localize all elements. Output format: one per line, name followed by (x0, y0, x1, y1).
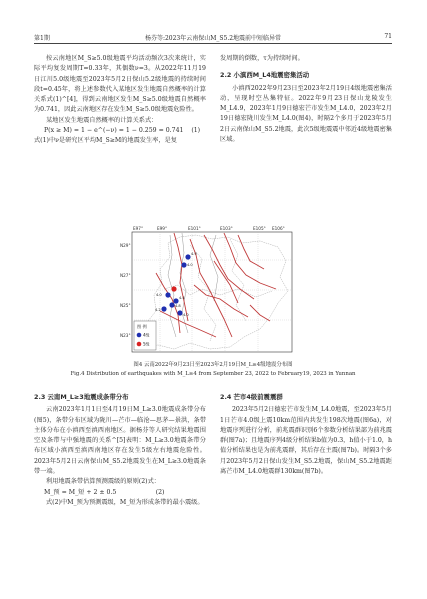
legend-title: 图 例 (137, 324, 147, 329)
lat-tick: N29° (120, 243, 131, 248)
lat-tick: N23° (120, 333, 131, 338)
quake-4-marker (177, 310, 182, 315)
figure-caption-en: Fig.4 Distribution of earthquakes with M_L≥4 from September 23, 2022 to February19, 2023 in Yunnan (70, 371, 356, 377)
right-column-top (220, 54, 392, 145)
figure-caption-cn: 图4 云南2022年9月23日至2023年2月19日M_L≥4级地震分布图 (133, 362, 293, 368)
quake-4-marker (161, 306, 166, 311)
page-number: 71 (384, 33, 392, 40)
lon-tick: E97° (133, 226, 144, 231)
map-legend (134, 321, 156, 350)
paragraph: 发周期的倒数，τ为持续时间。 (220, 55, 304, 62)
quake-label: 4.9 (191, 252, 197, 256)
quake-label: 4.4 (179, 296, 185, 300)
quake-5-marker (171, 286, 176, 291)
legend-label: 5级 (143, 341, 150, 347)
running-title: 杨芬等:2023年云南保山M_S5.2地震前中短临异常 (144, 35, 282, 42)
quake-label: 4.0 (183, 313, 189, 317)
lon-tick: E106° (272, 226, 285, 231)
quake-4-marker (185, 254, 190, 259)
quake-4-marker (165, 292, 170, 297)
section-heading: 2.2 小滇西M_L4地震密集活动 (220, 71, 310, 80)
quake-4-marker (169, 302, 174, 307)
legend-quake-5-swatch (137, 342, 142, 347)
earthquake-map-figure (120, 225, 310, 358)
paragraph: 2023年5月2日德宏芒市发生M_L4.0地震，至2023年5月1日芒市4.0级上震10km范围内共发生198次地震(图6a)，对地震序列进行分析，前兆震群识别6个参数分析结果部为前兆震群(图7a)；且地震序列4级分析结果b值为0.3，h值小于1.0，h值分析结果也是为前兆震群，其后存在主震(图7b)。时隔3个多月2023年5月2日保山发生M_S5.2地震，保山M_S5.2地震距离芒市M_L4.0地震群130km(图7b)。 (220, 406, 392, 476)
formula-2: M_预 = M_短 + 2 ± 0.5 (2) (44, 488, 165, 496)
running-header (34, 32, 392, 44)
lon-tick: E105° (253, 226, 266, 231)
lat-tick: N25° (120, 303, 131, 308)
formula-1: P(x ≥ M) = 1 − e^(−ν) = 1 − 0.259 = 0.741 (1) (44, 127, 201, 135)
quake-4-marker (173, 298, 178, 303)
section-heading: 2.4 芒市4级前震震群 (220, 393, 283, 401)
quake-label: 4.0 (156, 293, 162, 297)
paragraph: 云南2023年1月1日至4月19日M_L≥3.0地震成条带分布(图5)，条带分布区域为陇川—芒市—临沧—思茅—景洪，条带主体分布在小滇西至滇西南地区。据杨芬等人研究结果地震围空及条带与中强地震的关系^[5]表明：M_L≥3.0地震条带分布区域小滇西至滇西南地区存在发生5级左右地震危险性。2023年5月2日云南保山M_S5.2地震发生在M_L≥3.0地震条带一端。 (34, 406, 206, 476)
quake-label: 4.0 (187, 263, 193, 267)
legend-label: 4级 (143, 332, 150, 338)
left-column-bottom (34, 392, 206, 508)
lon-tick: E99° (157, 226, 168, 231)
paragraph: 小滇西2022年9月23日至2023年2月19日4级地震密集活动，呈现时空丛集特征。2022年9月23日保山龙陵发生M_L4.9，2023年1月9日德宏芒市发生M_L4.0，2023年2月19日德宏陇川发生M_L4.0(图4)，时隔2个多月于2023年5月2日云南保山M_S5.2地震，此次5级地震震中邻近4级地震密集区域。 (220, 84, 392, 144)
paragraph: 按云南地区M_S≥5.0级地震平均活动频次3次来统计，实际平均复发周期T=0.33年，其偶数ν=3。从2022年11月19日江川5.0级地震至2023年5月2日保山5.2级地震的持续时间段t=0.45年，将上述参数代入某地区发生地震自然概率的计算关系式(1)^[4]，得到云南地区发生M_S≥5.0级地震自然概率为0.741，因此云南地区存在发生M_S≥5.0级地震危险性。 (34, 55, 206, 114)
issue-number: 第1期 (34, 35, 50, 42)
right-column-bottom (220, 392, 392, 477)
lon-tick: E103° (220, 226, 233, 231)
quake-label: 4.2 (155, 308, 161, 312)
paragraph: 式(2)中M_预为预测震级，M_短为形成条带的最小震级。 (46, 498, 204, 506)
quake-label: 4.8 (175, 304, 181, 308)
quake-4-marker (181, 262, 186, 267)
paragraph: 某地区发生地震自然概率的计算关系式： (46, 116, 158, 124)
section-heading: 2.3 云南M_L≥3地震成条带分布 (34, 393, 129, 401)
left-column-top (34, 54, 206, 147)
paragraph: 式(1)中ν是研究区平均M_S≥M的地震发生率，是复 (34, 137, 177, 145)
paragraph: 利用地震条带估算预测震级的原则(2)式： (46, 478, 160, 486)
lon-tick: E101° (188, 226, 201, 231)
lat-tick: N27° (120, 273, 131, 278)
legend-quake-4-swatch (137, 333, 142, 338)
